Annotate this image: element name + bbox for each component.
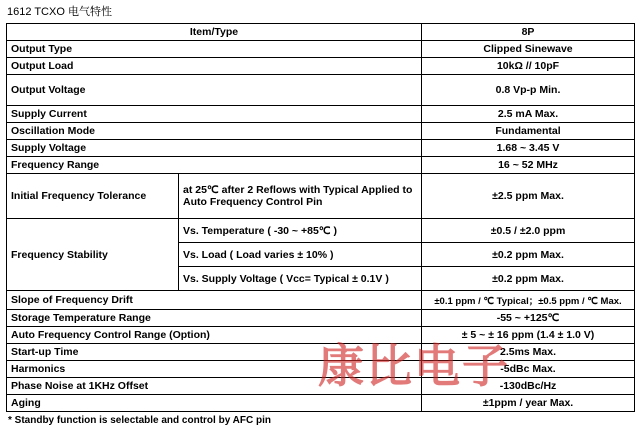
table-row xyxy=(7,123,635,140)
row-label: Oscillation Mode xyxy=(7,123,422,140)
footnote: * Standby function is selectable and control by AFC pin xyxy=(8,415,271,426)
row-value: Fundamental xyxy=(422,123,635,140)
table-row xyxy=(7,106,635,123)
column-header-8p: 8P xyxy=(422,24,635,41)
page-title: 1612 TCXO 电气特性 xyxy=(7,6,112,18)
table-row xyxy=(7,75,635,106)
specifications-table xyxy=(6,23,635,412)
table-row xyxy=(7,157,635,174)
row-value: ±1ppm / year Max. xyxy=(422,395,635,412)
row-value: ± 5 ~ ± 16 ppm (1.4 ± 1.0 V) xyxy=(422,327,635,344)
row-value: 16 ~ 52 MHz xyxy=(422,157,635,174)
row-label: Output Type xyxy=(7,41,422,58)
row-value: -55 ~ +125℃ xyxy=(422,310,635,327)
column-header-item-type: Item/Type xyxy=(7,24,422,41)
row-label: Slope of Frequency Drift xyxy=(7,291,422,310)
row-sublabel: Vs. Supply Voltage ( Vcc= Typical ± 0.1V ) xyxy=(179,267,422,291)
table-row xyxy=(7,310,635,327)
table-row xyxy=(7,395,635,412)
row-value: 10kΩ // 10pF xyxy=(422,58,635,75)
table-row xyxy=(7,140,635,157)
row-value: ±0.1 ppm / ℃ Typical；±0.5 ppm / ℃ Max. xyxy=(422,291,635,310)
row-value: 1.68 ~ 3.45 V xyxy=(422,140,635,157)
row-label: Phase Noise at 1KHz Offset xyxy=(7,378,422,395)
table-row xyxy=(7,41,635,58)
row-label: Auto Frequency Control Range (Option) xyxy=(7,327,422,344)
row-value: ±0.5 / ±2.0 ppm xyxy=(422,219,635,243)
row-value: 0.8 Vp-p Min. xyxy=(422,75,635,106)
row-value: ±2.5 ppm Max. xyxy=(422,174,635,219)
table-row xyxy=(7,327,635,344)
row-label: Output Load xyxy=(7,58,422,75)
table-row-frequency-stability xyxy=(7,219,635,243)
row-value: -5dBc Max. xyxy=(422,361,635,378)
row-value: 2.5ms Max. xyxy=(422,344,635,361)
row-label: Aging xyxy=(7,395,422,412)
table-row xyxy=(7,344,635,361)
table-row xyxy=(7,361,635,378)
row-value: -130dBc/Hz xyxy=(422,378,635,395)
row-sublabel: Vs. Load ( Load varies ± 10% ) xyxy=(179,243,422,267)
table-row-initial-frequency-tolerance xyxy=(7,174,635,219)
row-label: Supply Voltage xyxy=(7,140,422,157)
table-row xyxy=(7,291,635,310)
row-label: Harmonics xyxy=(7,361,422,378)
watermark: 康比电子 xyxy=(318,339,510,393)
table-row xyxy=(7,378,635,395)
row-label: Start-up Time xyxy=(7,344,422,361)
row-label: Initial Frequency Tolerance xyxy=(7,174,179,219)
row-label: Output Voltage xyxy=(7,75,422,106)
row-label: Frequency Range xyxy=(7,157,422,174)
row-label: Storage Temperature Range xyxy=(7,310,422,327)
table-header-row xyxy=(7,24,635,41)
row-value: 2.5 mA Max. xyxy=(422,106,635,123)
table-row xyxy=(7,58,635,75)
row-label: Supply Current xyxy=(7,106,422,123)
row-value: ±0.2 ppm Max. xyxy=(422,267,635,291)
row-value: ±0.2 ppm Max. xyxy=(422,243,635,267)
row-sublabel: at 25℃ after 2 Reflows with Typical Applied to Auto Frequency Control Pin xyxy=(179,174,422,219)
row-label: Frequency Stability xyxy=(7,219,179,291)
row-sublabel: Vs. Temperature ( -30 ~ +85℃ ) xyxy=(179,219,422,243)
row-value: Clipped Sinewave xyxy=(422,41,635,58)
